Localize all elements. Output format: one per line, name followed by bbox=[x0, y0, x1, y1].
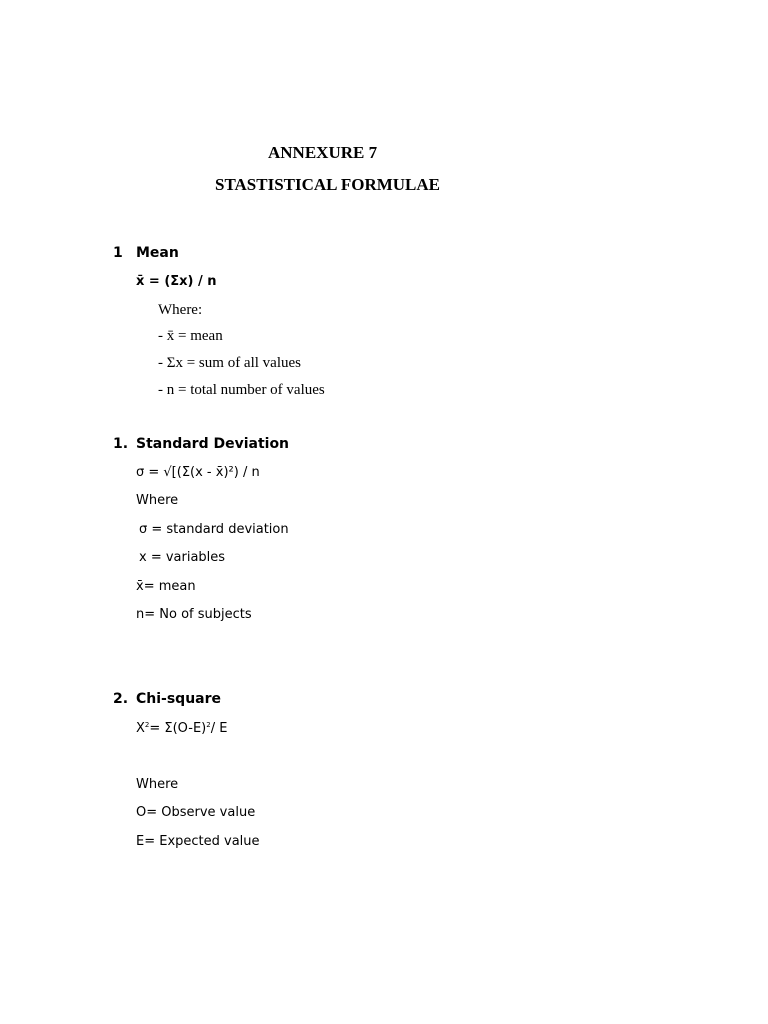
section-number: 1. bbox=[113, 436, 129, 452]
section-number: 2. bbox=[113, 691, 129, 707]
definition-line: σ = standard deviation bbox=[139, 522, 289, 537]
definition-line: x = variables bbox=[139, 550, 226, 565]
definition-line: n= No of subjects bbox=[136, 607, 252, 622]
definition-line: - x̄ = mean bbox=[158, 328, 223, 344]
definition-line: - Σx = sum of all values bbox=[158, 355, 301, 371]
page-title: STASTISTICAL FORMULAE bbox=[215, 175, 440, 194]
definition-line: O= Observe value bbox=[136, 805, 256, 820]
formula-superscript: 2 bbox=[206, 721, 211, 729]
section-number: 1 bbox=[113, 245, 123, 261]
sd-formula: σ = √[(Σ(x - x̄)²) / n bbox=[136, 465, 260, 480]
section-heading: Chi-square bbox=[136, 691, 222, 707]
formula-part: = Σ(O-E) bbox=[149, 721, 207, 736]
annexure-title: ANNEXURE 7 bbox=[268, 143, 378, 162]
mean-formula: x̄ = (Σx) / n bbox=[136, 274, 217, 289]
where-label: Where bbox=[136, 493, 179, 508]
where-label: Where: bbox=[158, 302, 203, 318]
formula-superscript: 2 bbox=[144, 721, 150, 729]
formula-part: X bbox=[136, 721, 145, 736]
definition-line: x̄= mean bbox=[136, 579, 196, 594]
section-heading: Standard Deviation bbox=[136, 436, 290, 452]
formula-part: / E bbox=[210, 721, 228, 736]
section-heading: Mean bbox=[136, 245, 179, 261]
where-label: Where bbox=[136, 777, 179, 792]
definition-line: - n = total number of values bbox=[158, 382, 325, 398]
definition-line: E= Expected value bbox=[136, 834, 260, 849]
chi-square-formula bbox=[136, 721, 227, 736]
